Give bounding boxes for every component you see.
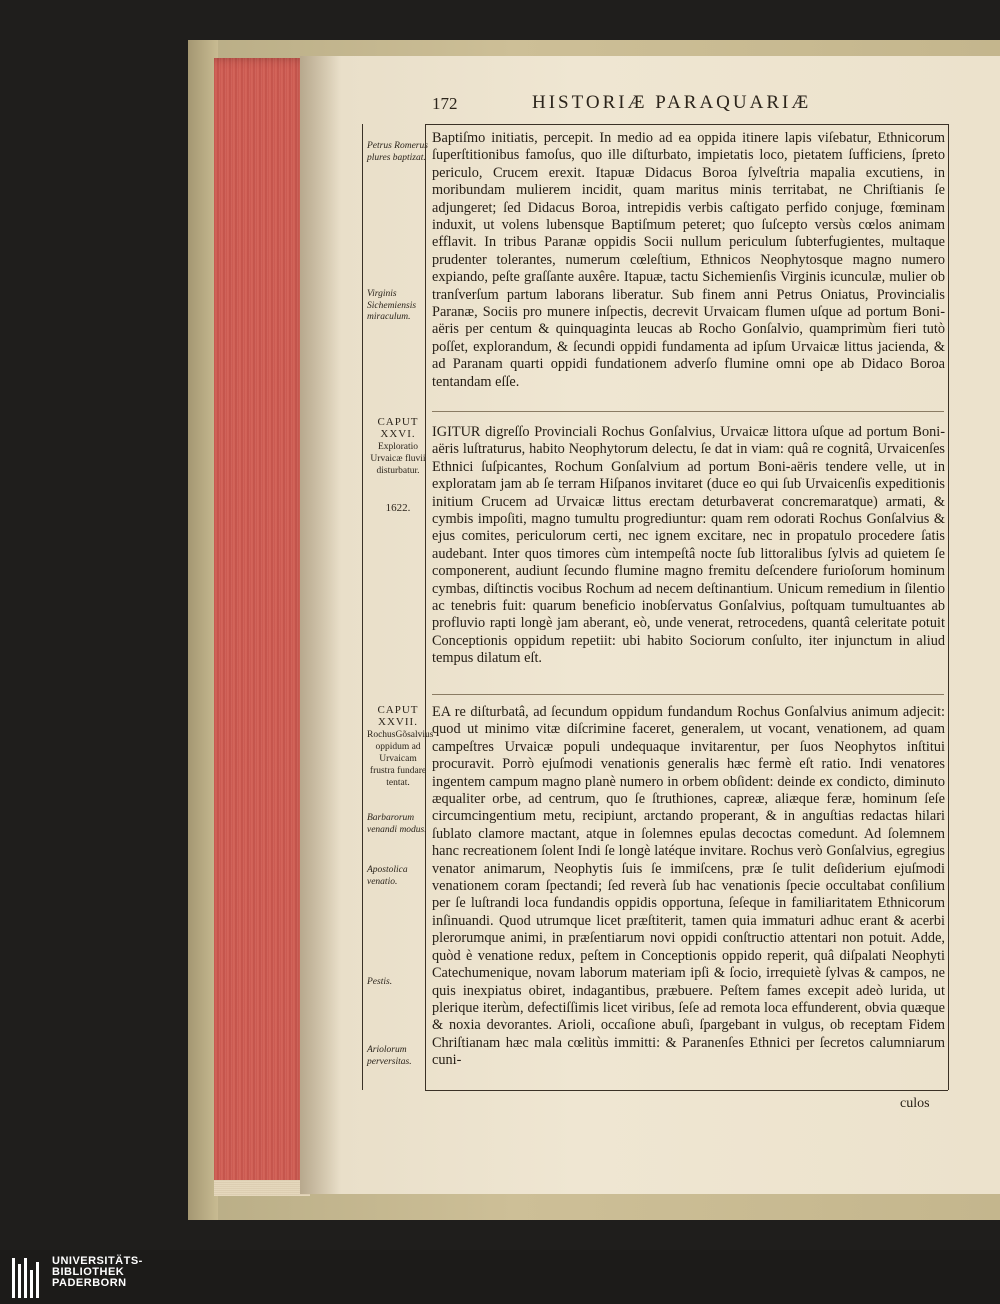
margin-outer-rule: [362, 124, 363, 1090]
red-page-edges: [214, 58, 310, 1196]
library-logo-line: UNIVERSITÄTS-: [52, 1255, 143, 1267]
margin-note: Exploratio Urvaicæ fluvii disturbatur.: [370, 442, 426, 476]
page-stack-bottom: [214, 1180, 310, 1196]
chapter-heading: CAPUT XXVI.: [377, 416, 419, 440]
text-right-rule: [948, 124, 949, 1090]
library-logo-text: [52, 1256, 143, 1289]
margin-note: RochusGõsalvius oppidum ad Urvaicam frustra fundare tentat.: [367, 730, 434, 788]
margin-note: Pestis.: [367, 977, 393, 987]
library-logo-line: PADERBORN: [52, 1277, 127, 1289]
margin-note: Ariolorum perversitas.: [367, 1045, 412, 1067]
paragraph-text: IGITUR digreſſo Provinciali Rochus Gonſalvius, Urvaicæ littora uſque ad portum Boni-aëris luſtraturus, habito Neophytorum delectu, ſe dat in viam: quâ re cognitâ, Urvaicenſes Ethnici ſuſpicantes, Rochum Gonſalvium ad portum Boni-aëris tendere velle, ut in exploratam jam ab ſe terram Hiſpanos invitaret (duce eo qui ſub Urvaicenſis expeditionis initium Crucem ad Urvaicæ littus erectam deturbaverat concremaratque) armati, & cymbis impoſiti, magno tumultu progrediuntur: quam rem odorati Rochus Gonſalvius & ejus comites, periculorum certi, nec ignem excitare, nec in propatulo procedere ſatis audebant. Inter quos timores cùm intempeſtâ nocte ſub littoralibus ſylvis ad quietem ſe componerent, audiunt ſecundo flumine magno fremitu deſcendere furioſorum hominum cymbas, diſtinctis vocibus Rochum ad necem deſtinantium. Unicum remedium in ſilentio ac tenebris fuit: quarum beneficio inobſervatus Gonſalvius, poſtquam tumultuantes ab profluvio rapti longè jam aberant, eò, unde venerat, retrocedens, quantâ celeritate potuit Conceptionis oppidum repetiit: ubi habito Sociorum conſulto, iter injunctum in aliud tempus dilatum eſt.: [432, 424, 945, 667]
margin-note: Petrus Romerus plures baptizat.: [367, 141, 428, 163]
margin-date: 1622.: [385, 502, 411, 514]
section-rule: [432, 411, 944, 412]
library-logo-icon: [10, 1256, 44, 1300]
margin-note: Virginis Sichemiensis miraculum.: [367, 289, 417, 322]
footer-rule: [425, 1090, 948, 1091]
margin-note: Barbarorum venandi modus.: [367, 813, 427, 835]
paragraph-text: EA re diſturbatâ, ad ſecundum oppidum fundandum Rochus Gonſalvius animum adjecit: quod ut minimo vitæ diſcrimine faceret, generalem, ut vocant, venationem, ad quam campeſtres Urvaicæ populi undequaque invitarentur, per ſuos Neophytos inſtitui procuravit. Porrò ejuſmodi venationis generalis hæc fermè eſt ratio. Indi venatores ingentem campum magno planè numero in orbem obſident: deinde ex condicto, diminuto æqualiter orbe, ad centrum, quo ſe ſtruthiones, capreæ, aliæque feræ, hominum ſeſe circumcingentium metu, recipiunt, arctando properant, & in anguſtias redactas hilari ſublato clamore mactant, atque in ſolemnes epulas decoctas comedunt. Ad ſolemnem hanc recreationem ſolent Indi ſe longè latéque invitare. Rochus verò Gonſalvius, egregius venator animarum, Neophytis ſuis ſe immiſcens, præ ſe tulit deſiderium ejuſmodi venationem coram ſpectandi; ſed reverà ſub hac venationis ſpecie occultabat conſilium per ſe luſtrandi loca fundandis oppidis opportuna, ſeſeque in familiaritatem Ethnicorum inſinuandi. Quod utrumque licet præſtiterit, tamen quia immaturi adhuc erant & acerbi plerorumque animi, in præſentiarum novi oppidi conſtructio attentari non potuit. Adde, quòd è venatione redux, peſtem in Conceptionis oppido reperit, quâ diſpalati Neophyti Catechumenique, novam laborum materiam ipſi & ſocio, irrequietè ſylvas & campos, ne quis inexpiatus obiret, indagantibus, præbuere. Peſtem fames excepit adeò lurida, ut plerique iterùm, defectiſſimis licet viribus, ſeſe ad remota loca effunderent, obvia quæque & noxia devorantes. Arioli, occaſione abuſi, ſpargebant in vulgus, ob receptam Fidem Chriſtianam hæc mala cœlitùs immitti: & Paranenſes Ethnici per ſecretos calumniarum cuni-: [432, 704, 945, 1069]
section-rule: [432, 694, 944, 695]
paragraph-text: Baptiſmo initiatis, percepit. In medio ad ea oppida itinere lapis viſebatur, Ethnicorum ſuperſtitionibus famoſus, quo ille diſturbato, impietatis loco, pietatem ſufficiens, ſpreto periculo, Crucem erexit. Itapuæ Didacus Boroa ſylveſtria mapalia excutiens, in moribundam mulierem incidit, quam maritus minis territabat, ne Chriſtianis ſe adjungeret; ſed Didacus Boroa, intrepidis verbis caſtigato perfido conjuge, fœminam induxit, ut volens lubensque Baptiſmum peteret; quo ſuſcepto versùs cœlos animam efflavit. In tribus Paranæ oppidis Socii nullum periculum ſubterfugientes, multaque prudenter tolerantes, numerum cœleſtium, Ethnicos Neophytosque magno numero expiando, peſte graſſante auxêre. Itapuæ, tactu Sichemienſis Virginis icunculæ, mulier ob tranſverſum partum laborans liberatur. Sub finem anni Petrus Oniatus, Provincialis Paranæ, Sociis pro munere inſpectis, decrevit Urvaicam flumen uſque ad portum Boni-aëris per centum & quinquaginta leucas ab Rocho Gonſalvio, quamprimùm fieri tutò poſſet, explorandum, & ſecundi oppidi fundamenta ad ipſum Urvaicæ littus jacienda, & ad Paranam quarti oppidi fundationem adverſo flumine omni ope ab Didaco Boroa tentandam eſſe.: [432, 130, 945, 390]
chapter-heading: CAPUT XXVII.: [377, 704, 419, 728]
page-gutter-shadow: [300, 56, 340, 1194]
library-logo-line: BIBLIOTHEK: [52, 1266, 125, 1278]
paragraph: [432, 130, 945, 391]
catchword: culos: [900, 1096, 930, 1111]
margin-inner-rule: [425, 124, 426, 1090]
page-number: 172: [432, 94, 458, 113]
margin-note: Apostolica venatio.: [367, 865, 408, 887]
header-rule: [425, 124, 948, 125]
paragraph: [432, 424, 945, 668]
paragraph: [432, 704, 945, 1070]
running-head: HISTORIÆ PARAQUARIÆ: [532, 92, 812, 113]
